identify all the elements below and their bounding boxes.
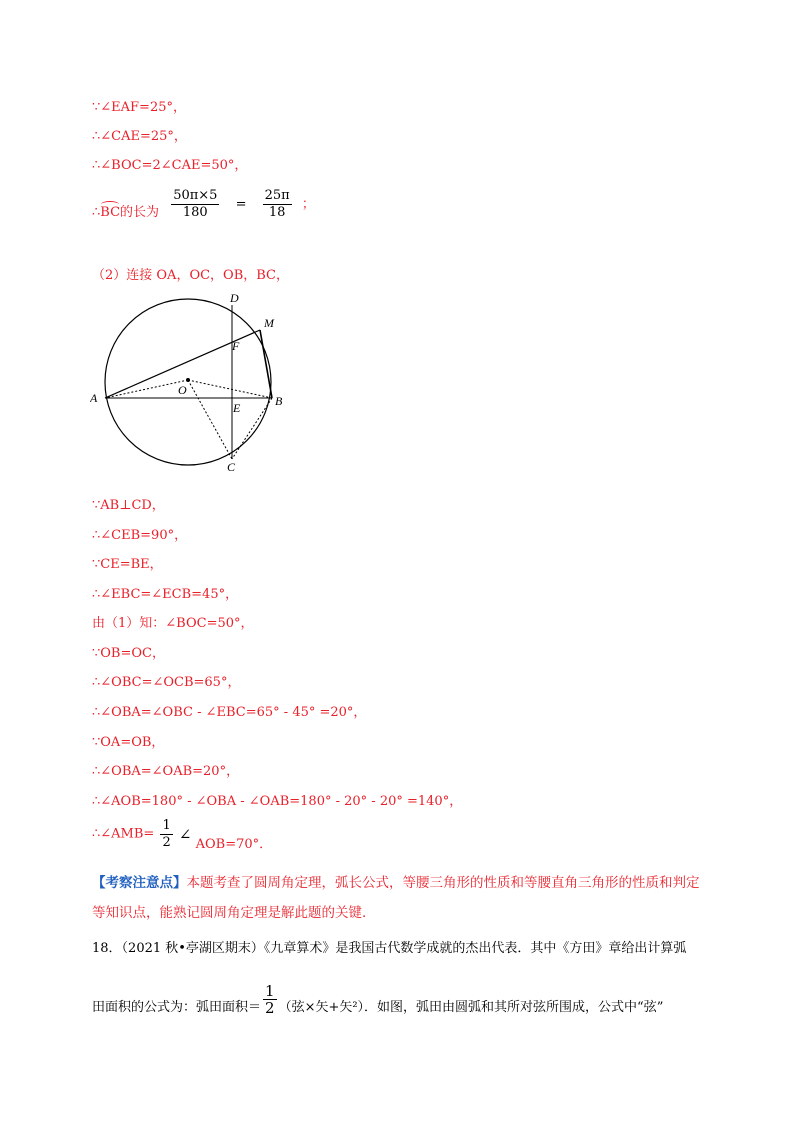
final-proof-line <box>92 818 272 853</box>
arc-bc: BC <box>100 205 121 220</box>
proof-line: ∵CE=BE， <box>92 557 163 572</box>
final-prefix: ∴∠AMB= <box>92 826 155 842</box>
label-f: F <box>232 339 240 353</box>
fraction-numerator: 1 <box>162 818 171 833</box>
proof-line: ∴∠EBC=∠ECB=45°， <box>92 587 239 602</box>
circle-figure <box>90 285 300 475</box>
label-b: B <box>275 394 283 408</box>
proof-line: ∴∠CEB=90°， <box>92 528 188 543</box>
proof-line: ∵∠EAF=25°， <box>92 100 186 115</box>
final-suffix: AOB=70°． <box>195 837 273 852</box>
label-a: A <box>90 391 98 405</box>
fraction-numerator: 25π <box>264 188 290 203</box>
segment-oa <box>105 380 188 398</box>
proof-line: ∵OA=OB， <box>92 735 165 750</box>
equals-sign: = <box>235 196 247 212</box>
fraction-numerator: 1 <box>265 982 275 1000</box>
center-point <box>186 378 190 382</box>
question-18-line1: 18．（2021 秋•亭湖区期末）《九章算术》是我国古代数学成就的杰出代表．其中《方田》章给出计算弧 <box>92 941 687 956</box>
chord-mb <box>260 330 272 398</box>
segment-oc <box>188 380 232 459</box>
angle-symbol: ∠ <box>178 825 192 844</box>
fraction-arc <box>171 188 219 221</box>
proof-line: ∴∠AOB=180° - ∠OBA - ∠OAB=180° - 20° - 20° =140°， <box>92 794 463 809</box>
arc-length-label: 的长为 <box>120 205 160 220</box>
proof-line: 由（1）知：∠BOC=50°， <box>92 616 254 631</box>
question-18-line2 <box>92 970 663 1016</box>
label-m: M <box>264 316 274 330</box>
q18-suffix: （弦×矢+矢²）．如图，弧田由圆弧和其所对弦所围成，公式中“弦” <box>278 1000 664 1015</box>
fraction-denominator: 180 <box>182 205 208 220</box>
fraction-denominator: 2 <box>265 999 275 1017</box>
note-text-continued: 等知识点，能熟记圆周角定理是解此题的关键． <box>92 905 376 921</box>
arc-length-prefix: ∴ <box>92 205 101 220</box>
fraction-half <box>160 818 172 851</box>
proof-line: ∴∠OBC=∠OCB=65°， <box>92 675 241 690</box>
proof-line: ∴∠OBA=∠OAB=20°， <box>92 764 240 779</box>
label-e: E <box>233 401 241 415</box>
fraction-result <box>263 188 292 221</box>
label-c: C <box>227 460 236 474</box>
proof-line: ∵AB⊥CD， <box>92 498 165 513</box>
note-tag: 【考察注意点】 <box>92 875 187 891</box>
proof-line: ∴∠OBA=∠OBC - ∠EBC=65° - 45° =20°， <box>92 705 367 720</box>
label-o: O <box>178 383 187 397</box>
line-end: ； <box>301 196 315 212</box>
proof-line: ∵OB=OC， <box>92 646 165 661</box>
fraction-numerator: 50π×5 <box>173 188 218 203</box>
q18-prefix: 田面积的公式为：弧田面积＝ <box>92 1000 262 1015</box>
fraction-denominator: 2 <box>162 835 171 850</box>
proof-line: ∴∠CAE=25°， <box>92 129 187 144</box>
note-text: 本题考查了圆周角定理，弧长公式，等腰三角形的性质和等腰直角三角形的性质和判定 <box>186 875 700 891</box>
segment-ob <box>188 380 272 398</box>
fraction-denominator: 18 <box>268 205 286 220</box>
section-heading: （2）连接 OA，OC，OB，BC， <box>92 268 290 283</box>
label-d: D <box>230 291 239 305</box>
note-line <box>92 873 700 893</box>
proof-line: ∴∠BOC=2∠CAE=50°， <box>92 158 248 173</box>
arc-length-line <box>92 188 315 221</box>
fraction-half <box>263 983 277 1016</box>
